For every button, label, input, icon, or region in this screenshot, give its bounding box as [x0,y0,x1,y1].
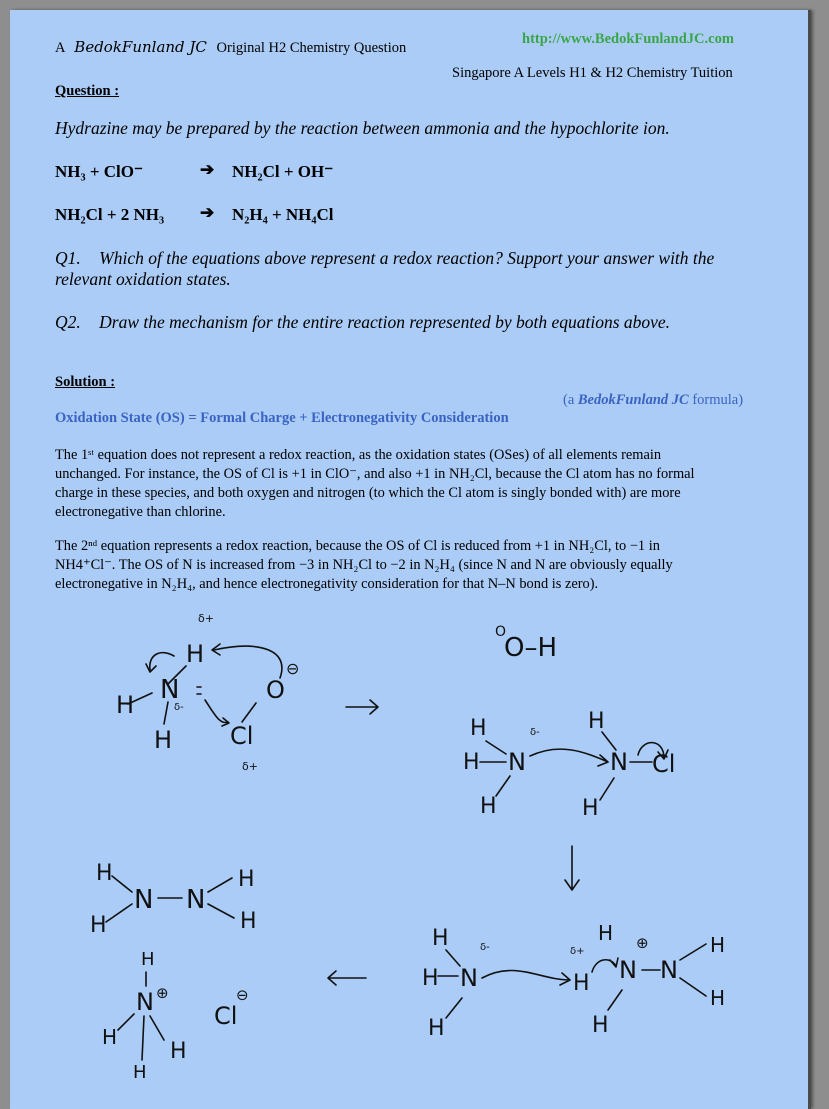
lone-pair-dots [197,687,201,694]
paragraph-2-line-2: NH4⁺Cl⁻. The OS of N is increased from −3 in NH₂Cl to −2 in N₂H₄ (since N and N are obviously equally [55,557,673,573]
bond-line [438,950,462,1018]
equation-2-arrow: ➔ [200,203,215,222]
curly-arrow [482,970,570,985]
atom-h: H [102,1025,118,1049]
question-1-number: Q1. [55,248,81,268]
lone-pair-on-o: O [495,624,507,640]
atom-n: N [619,956,637,984]
paragraph-1-line-2: unchanged. For instance, the OS of Cl is +1 in ClO⁻, and also +1 in NH₂Cl, because the Cl atom has no formal [55,466,695,482]
reaction-arrow-left [328,971,366,985]
atom-h: H [582,796,599,821]
os-formula: Oxidation State (OS) = Formal Charge + Electronegativity Consideration [55,410,509,426]
paragraph-1-line-3: charge in these species, and both oxygen and nitrogen (to which the Cl atom is singly bonded with) are more [55,485,681,501]
curly-arrow [592,958,618,972]
equation-1-arrow: ➔ [200,160,215,179]
atom-h: H [238,867,255,892]
delta-plus-label: δ+ [570,946,585,957]
positive-charge-icon: ⊕ [156,984,169,1002]
atom-h: H [432,926,449,951]
atom-h: H [240,909,257,934]
atom-n: N [610,748,628,776]
question-1-text-cont: relevant oxidation states. [55,269,231,289]
atom-n: N [508,748,526,776]
arrow-head [146,664,156,672]
header-tagline: Singapore A Levels H1 & H2 Chemistry Tuition [452,65,733,81]
curly-arrow [150,653,174,670]
document-page [10,10,811,1109]
atom-h: H [463,750,480,775]
atom-n: N [186,885,206,915]
atom-h: H [133,1062,147,1083]
atom-h: H [170,1039,187,1064]
atom-n: N [660,956,678,984]
atom-h: H [470,716,487,741]
equation-2-lhs: NH₂Cl + 2 NH₃ [55,205,165,224]
bond-line [106,876,234,922]
equation-1-lhs: NH₃ + ClO⁻ [55,162,143,181]
atom-h: H [422,966,439,991]
header-prefix: A [55,40,65,56]
equation-1-rhs: NH₂Cl + OH⁻ [232,162,334,181]
atom-cl: Cl [230,722,254,750]
hydroxide-label: O–H [504,633,558,663]
negative-charge-icon: ⊖ [286,659,300,678]
reaction-mechanism-drawing [10,10,808,1109]
atom-h: H [480,794,497,819]
atom-h: H [428,1016,445,1041]
bond-line [242,703,256,722]
delta-plus-label: δ+ [198,612,214,625]
mechanism-step-3 [422,921,725,1041]
paragraph-2-line-1: The 2ⁿᵈ equation represents a redox reaction, because the OS of Cl is reduced from +1 in NH₂Cl, to −1 in [55,538,660,554]
atom-h: H [90,913,107,938]
brand-logo: BedokFunland JC [74,38,207,56]
chloride-ion: Cl [214,1002,238,1030]
atom-h: H [592,1013,609,1038]
products-ammonium-chloride [102,949,249,1083]
paragraph-1-line-4: electronegative than chlorine. [55,504,226,520]
mechanism-step-1 [116,612,299,773]
formula-note-open: (a [563,392,575,408]
solution-heading: Solution : [55,374,116,390]
atom-h: H [598,921,614,945]
positive-charge-icon: ⊕ [636,934,649,952]
atom-h: H [573,971,590,996]
atom-cl: Cl [652,750,676,778]
curly-arrow [530,749,608,766]
mechanism-step-2 [463,624,675,821]
atom-h: H [154,726,173,754]
atom-n: N [136,988,154,1016]
bond-line [164,702,168,724]
negative-charge-icon: ⊖ [236,986,249,1004]
atom-n: N [160,675,180,705]
atom-h: H [96,861,113,886]
atom-o: O [266,676,285,704]
atom-h: H [710,933,726,957]
reaction-arrow-right [346,700,378,714]
formula-note-close: formula) [692,392,744,408]
atom-n: N [134,885,154,915]
delta-minus-label: δ- [480,942,490,953]
question-intro: Hydrazine may be prepared by the reaction between ammonia and the hypochlorite ion. [55,118,670,138]
atom-h: H [588,709,605,734]
atom-n: N [460,964,478,992]
formula-note-brand: BedokFunland JC [577,392,689,408]
paragraph-1-line-1: The 1ˢᵗ equation does not represent a redox reaction, as the oxidation states (OSes) of all elements remain [55,447,662,463]
atom-h: H [116,691,135,719]
atom-h: H [186,640,205,668]
bond-line [480,741,510,796]
products-hydrazine [90,861,257,938]
question-heading: Question : [55,83,120,99]
question-2-number: Q2. [55,312,81,332]
reaction-arrow-down [565,846,579,890]
question-2-text: Draw the mechanism for the entire reaction represented by both equations above. [99,312,671,332]
delta-minus-label: δ- [174,702,184,713]
equation-2-rhs: N₂H₄ + NH₄Cl [232,205,334,224]
delta-plus-label: δ+ [242,760,258,773]
header-url-link[interactable]: http://www.BedokFunlandJC.com [522,31,734,47]
atom-h: H [710,986,726,1010]
delta-minus-label: δ- [530,727,540,738]
atom-h: H [141,949,155,970]
header-title-rest: Original H2 Chemistry Question [216,40,407,56]
curly-arrow [214,646,282,678]
question-1-text: Which of the equations above represent a redox reaction? Support your answer with the [99,248,715,268]
paragraph-2-line-3: electronegative in N₂H₄, and hence electronegativity consideration for that N–N bond is zero). [55,576,599,592]
